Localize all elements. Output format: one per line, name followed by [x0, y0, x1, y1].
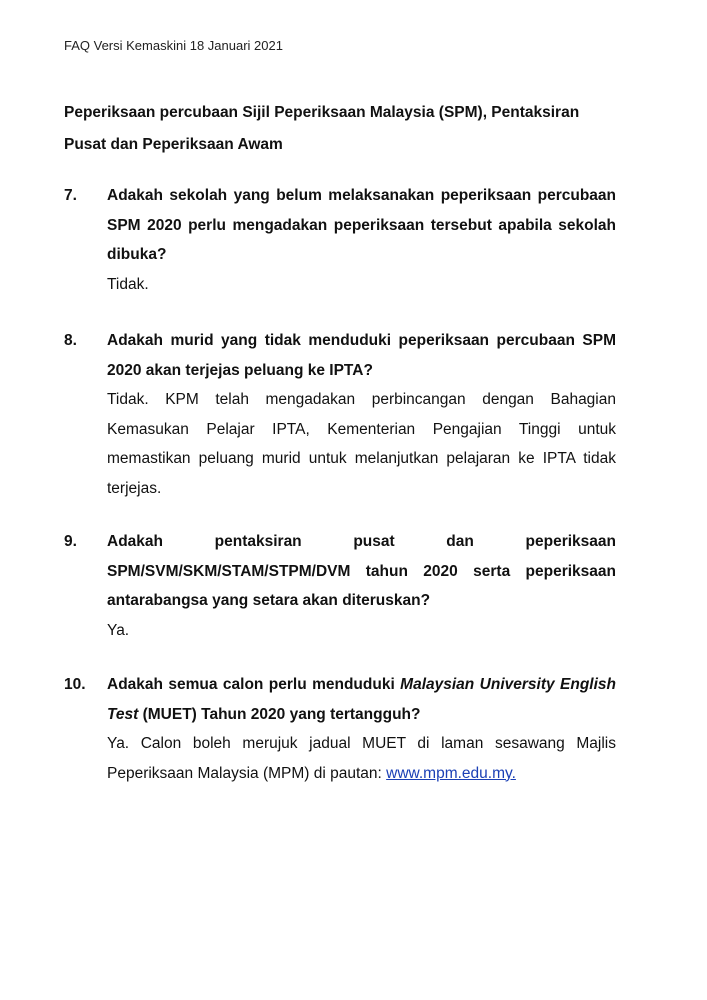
faq-item-10: [64, 670, 616, 788]
faq-question-line1: Adakah pentaksiran pusat dan peperiksaan: [107, 533, 616, 550]
faq-item-7: [64, 181, 616, 299]
faq-question: Adakah murid yang tidak menduduki peperiksaan percubaan SPM 2020 akan terjejas peluang ke IPTA?: [107, 332, 616, 379]
faq-question-post: (MUET) Tahun 2020 yang tertangguh?: [138, 705, 421, 723]
faq-number: 8.: [64, 332, 77, 349]
document-header: FAQ Versi Kemaskini 18 Januari 2021: [64, 38, 283, 53]
faq-number: 10.: [64, 676, 86, 693]
faq-number: 7.: [64, 187, 77, 204]
faq-item-8: [64, 326, 616, 503]
faq-answer: Tidak. KPM telah mengadakan perbincangan dengan Bahagian Kemasukan Pelajar IPTA, Kementerian Pengajian Tinggi untuk memastikan peluang murid untuk melanjutkan pelajaran ke IPTA tidak terjejas.: [107, 391, 616, 497]
section-title: Peperiksaan percubaan Sijil Peperiksaan Malaysia (SPM), Pentaksiran Pusat dan Peperiksaan Awam: [64, 104, 580, 153]
faq-answer: Tidak.: [107, 275, 149, 293]
faq-answer: [107, 729, 616, 788]
faq-item-9: [64, 527, 616, 645]
faq-question-rest: SPM/SVM/SKM/STAM/STPM/DVM tahun 2020 serta peperiksaan antarabangsa yang setara akan diteruskan?: [107, 562, 616, 609]
faq-number: 9.: [64, 533, 77, 550]
faq-question-pre: Adakah semua calon perlu menduduki: [107, 676, 401, 693]
mpm-website-link[interactable]: www.mpm.edu.my.: [386, 764, 516, 782]
faq-question: Adakah sekolah yang belum melaksanakan peperiksaan percubaan SPM 2020 perlu mengadakan peperiksaan tersebut apabila sekolah dibuka?: [107, 187, 616, 263]
faq-answer: Ya.: [107, 621, 130, 639]
faq-question: [107, 670, 616, 729]
faq-question-italic: Malaysian University English Test: [107, 676, 616, 723]
faq-answer-text: Ya. Calon boleh merujuk jadual MUET di laman sesawang Majlis Peperiksaan Malaysia (MPM) di pautan:: [107, 735, 616, 782]
